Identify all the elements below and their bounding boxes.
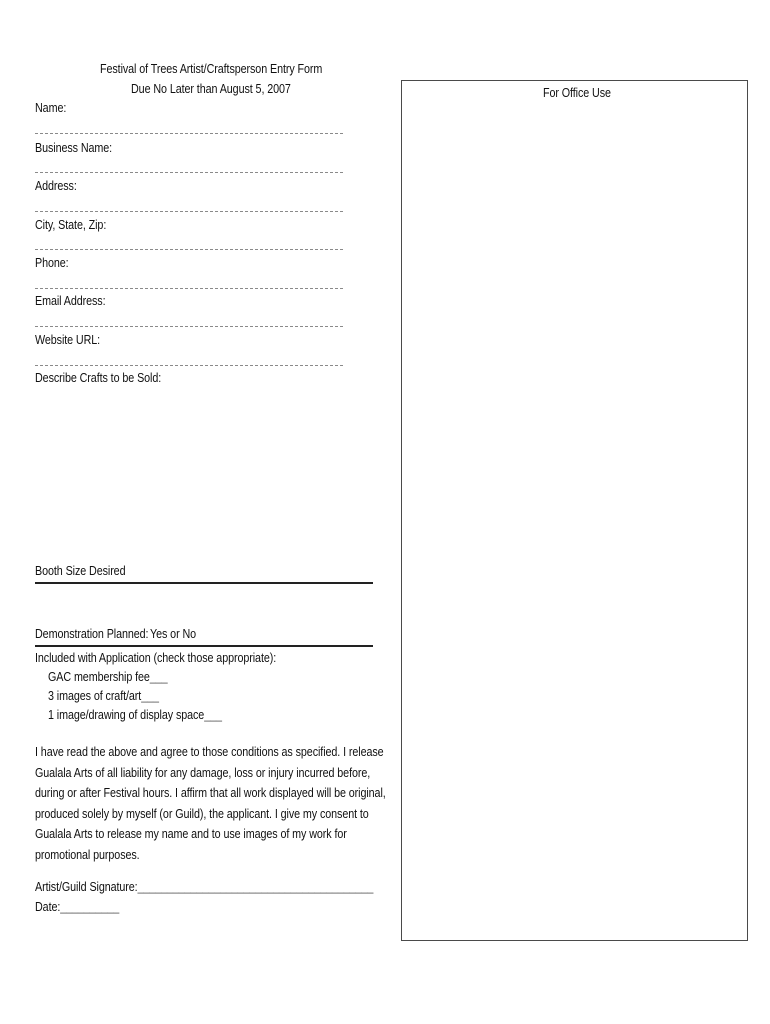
included-item-blank[interactable]: ___ (204, 708, 222, 722)
describe-crafts-area[interactable] (35, 390, 373, 555)
included-item[interactable] (48, 670, 167, 685)
included-heading: Included with Application (check those appropriate): (35, 651, 277, 665)
date-row (35, 900, 119, 915)
business-name-line[interactable] (35, 172, 343, 173)
due-date: Due No Later than August 5, 2007 (131, 82, 291, 96)
included-item-label: GAC membership fee (48, 670, 150, 684)
email-line[interactable] (35, 326, 343, 327)
agreement-line: promotional purposes. (35, 848, 140, 862)
signature-line[interactable]: ________________________________________ (137, 880, 374, 894)
describe-crafts-label: Describe Crafts to be Sold: (35, 371, 162, 385)
office-use-title: For Office Use (543, 86, 611, 100)
email-label: Email Address: (35, 294, 106, 308)
signature-label: Artist/Guild Signature: (35, 880, 138, 894)
date-line[interactable]: __________ (60, 900, 120, 914)
website-label: Website URL: (35, 333, 101, 347)
signature-row (35, 880, 373, 895)
agreement-line: Gualala Arts to release my name and to use images of my work for (35, 827, 347, 841)
address-label: Address: (35, 179, 77, 193)
business-name-label: Business Name: (35, 141, 113, 155)
phone-line[interactable] (35, 288, 343, 289)
name-label: Name: (35, 101, 67, 115)
included-item[interactable] (48, 708, 222, 723)
included-item-label: 1 image/drawing of display space (48, 708, 205, 722)
booth-size-rule[interactable] (35, 582, 373, 584)
agreement-line: I have read the above and agree to those conditions as specified. I release (35, 745, 384, 759)
demonstration-options[interactable]: Yes or No (150, 627, 197, 641)
included-item-blank[interactable]: ___ (141, 689, 159, 703)
included-item[interactable] (48, 689, 159, 704)
phone-label: Phone: (35, 256, 69, 270)
agreement-line: during or after Festival hours. I affirm that all work displayed will be original, (35, 786, 386, 800)
included-item-blank[interactable]: ___ (149, 670, 168, 684)
website-line[interactable] (35, 365, 343, 366)
address-line[interactable] (35, 211, 343, 212)
booth-size-label: Booth Size Desired (35, 564, 126, 578)
city-state-zip-label: City, State, Zip: (35, 218, 107, 232)
demonstration-label: Demonstration Planned: (35, 627, 149, 641)
form-title: Festival of Trees Artist/Craftsperson Entry Form (100, 62, 323, 76)
date-label: Date: (35, 900, 61, 914)
included-item-label: 3 images of craft/art (48, 689, 142, 703)
agreement-line: Gualala Arts of all liability for any damage, loss or injury incurred before, (35, 766, 371, 780)
office-use-box (401, 80, 748, 941)
city-state-zip-line[interactable] (35, 249, 343, 250)
name-line[interactable] (35, 133, 343, 134)
agreement-line: produced solely by myself (or Guild), the applicant. I give my consent to (35, 807, 369, 821)
demonstration-rule (35, 645, 373, 647)
